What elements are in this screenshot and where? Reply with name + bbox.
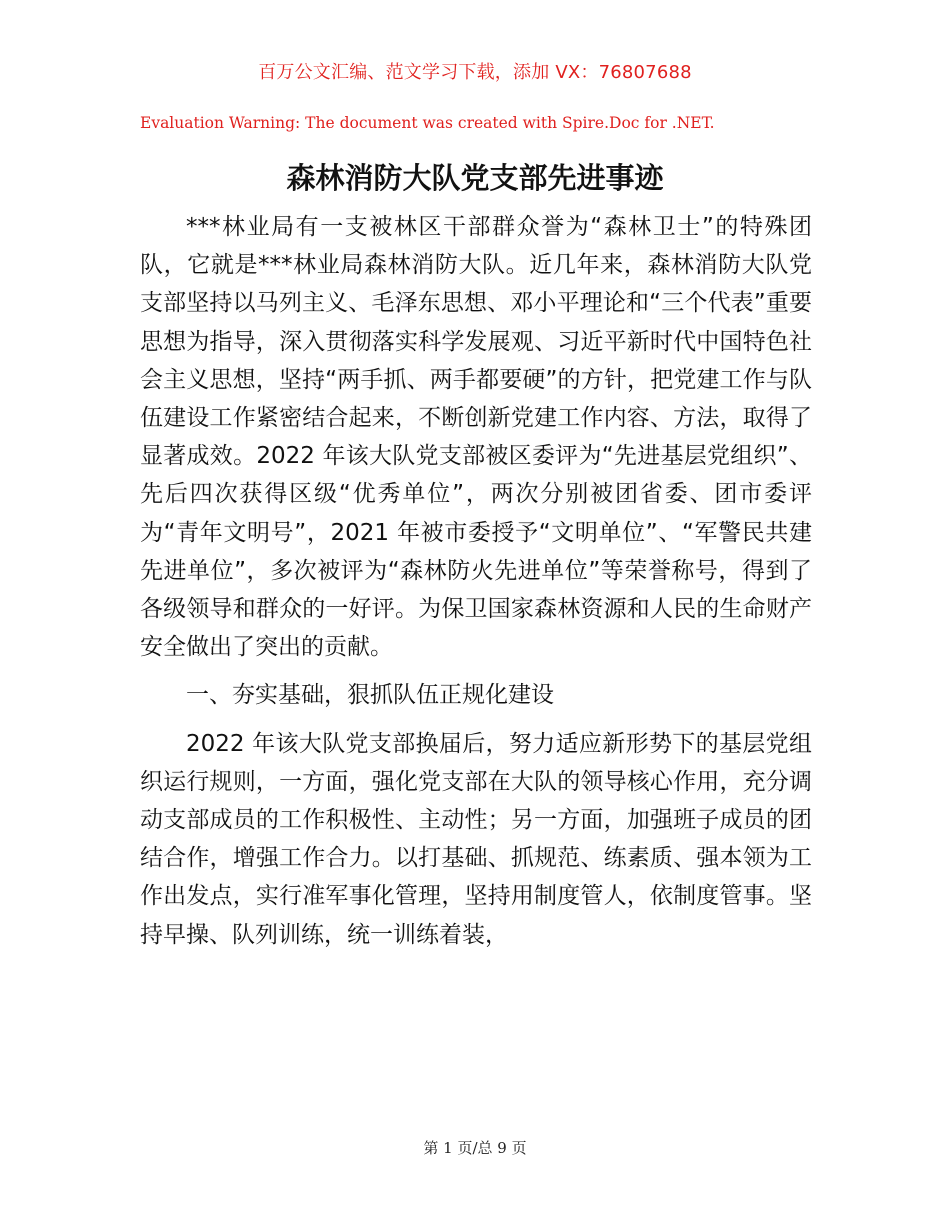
body-paragraph: 2022 年该大队党支部换届后，努力适应新形势下的基层党组织运行规则，一方面，强化党支部在大队的领导核心作用，充分调动支部成员的工作积极性、主动性；另一方面，加强班子成员的团结合作，增强工作合力。以打基础、抓规范、练素质、强本领为工作出发点，实行准军事化管理，坚持用制度管人，依制度管事。坚持早操、队列训练，统一训练着装， <box>140 730 812 948</box>
section-heading: 一、夯实基础，狠抓队伍正规化建设 <box>186 682 554 709</box>
body-paragraph: ***林业局有一支被林区干部群众誉为“森林卫士”的特殊团队，它就是***林业局森林消防大队。近几年来，森林消防大队党支部坚持以马列主义、毛泽东思想、邓小平理论和“三个代表”重要思想为指导，深入贯彻落实科学发展观、习近平新时代中国特色社会主义思想，坚持“两手抓、两手都要硬”的方针，把党建工作与队伍建设工作紧密结合起来，不断创新党建工作内容、方法，取得了显著成效。2022 年该大队党支部被区委评为“先进基层党组织”、先后四次获得区级“优秀单位”，两次分别被团省委、团市委评为“青年文明号”，2021 年被市委授予“文明单位”、“军警民共建先进单位”，多次被评为“森林防火先进单位”等荣誉称号，得到了各级领导和群众的一好评。为保卫国家森林资源和人民的生命财产安全做出了突出的贡献。 <box>140 214 812 661</box>
document-body <box>140 208 812 954</box>
promo-banner: 百万公文汇编、范文学习下载，添加 VX：76807688 <box>258 62 692 83</box>
page-number-footer: 第 1 页/总 9 页 <box>423 1139 527 1157</box>
evaluation-warning: Evaluation Warning: The document was created with Spire.Doc for .NET. <box>140 114 715 132</box>
document-title: 森林消防大队党支部先进事迹 <box>286 161 664 195</box>
